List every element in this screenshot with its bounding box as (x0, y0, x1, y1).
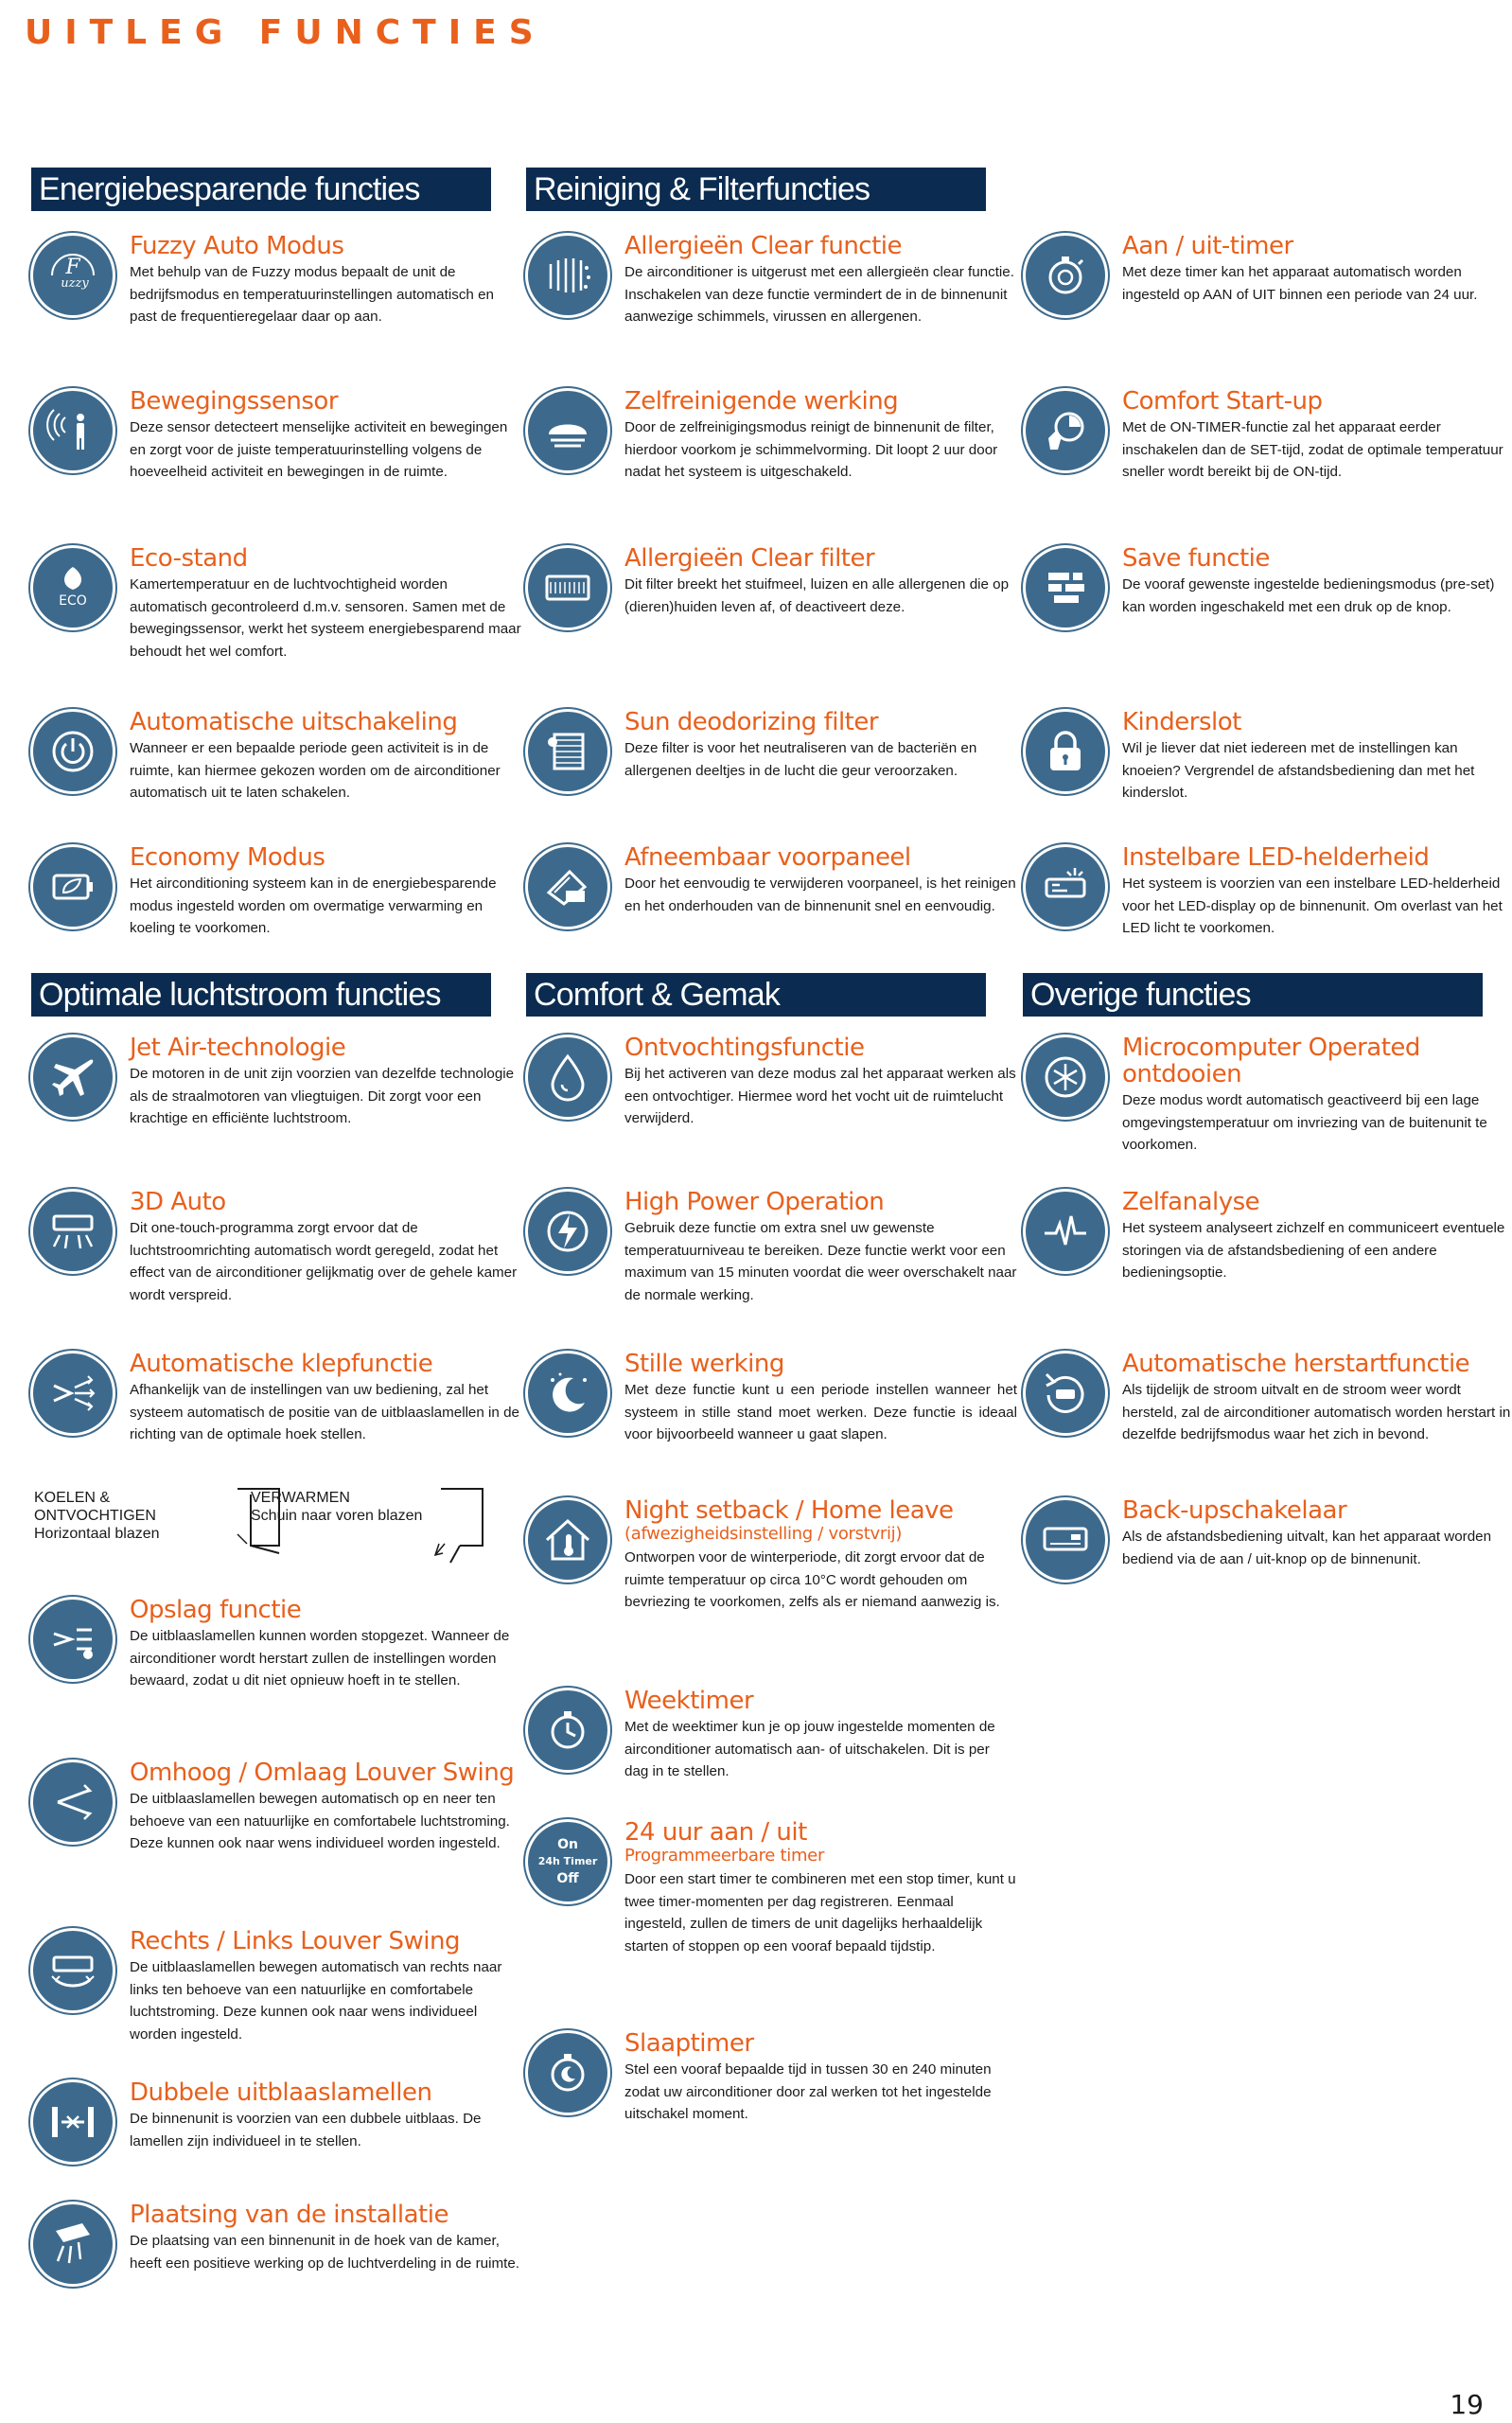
feature-description: De uitblaaslamellen kunnen worden stopgezet. Wanneer de airconditioner wordt herstart zullen de instellingen worden bewaard, zodat u dit niet opnieuw hoeft in te stellen. (130, 1628, 510, 1689)
feature-description: Ontworpen voor de winterperiode, dit zorgt ervoor dat de ruimte temperatuur op circa 10°C wordt gehouden om bevriezing te voorkomen, zelfs als er niemand aanwezig is. (624, 1549, 1000, 1610)
high-power-icon (528, 1192, 607, 1271)
louver-diagram (34, 1481, 488, 1566)
feature-title: Kinderslot (1122, 708, 1241, 736)
double-louver-icon (33, 2082, 113, 2162)
feature-title: Automatische klepfunctie (130, 1350, 433, 1378)
feature-title: Night setback / Home leave (624, 1496, 954, 1525)
feature-title: 24 uur aan / uit (624, 1818, 807, 1847)
led-brightness-icon (1026, 847, 1105, 927)
section-header-comfort: Comfort & Gemak (526, 973, 986, 1017)
cool-dehumidify-label: KOELEN & ONTVOCHTIGEN Horizontaal blazen (34, 1490, 160, 1542)
feature-title: Zelfreinigende werking (624, 387, 899, 416)
feature-description: Bij het activeren van deze modus zal het apparaat werken als een ontvochtiger. Hiermee word het vocht uit de ruimtelucht verwijderd. (624, 1066, 1016, 1126)
feature-title: Save functie (1122, 544, 1270, 573)
feature-title: Zelfanalyse (1122, 1188, 1260, 1216)
feature-description: Door de zelfreinigingsmodus reinigt de binnenunit de filter, hierdoor voorkom je schimmelvorming. Dit loopt 2 uur door nadat het systeem is uitgeschakeld. (624, 419, 998, 480)
snowflake-icon (1026, 1037, 1105, 1117)
feature-title: Bewegingssensor (130, 387, 339, 416)
sleep-timer-icon (528, 2033, 607, 2113)
feature-title: Plaatsing van de installatie (130, 2201, 448, 2229)
feature-description: Dit one-touch-programma zorgt ervoor dat de luchtstroomrichting automatisch wordt geregeld, zodat het effect van de airconditioner gelijkmatig over de gehele kamer wordt verspreid. (130, 1220, 518, 1303)
droplet-icon (528, 1037, 607, 1117)
feature-title: Slaaptimer (624, 2029, 754, 2058)
updown-swing-icon (33, 1762, 113, 1842)
feature-title: Ontvochtingsfunctie (624, 1034, 865, 1062)
3d-auto-icon (33, 1192, 113, 1271)
feature-description: De airconditioner is uitgerust met een allergieën clear functie. Inschakelen van deze functie vermindert de in de binnenunit aanwezige schimmels, virussen en allergenen. (624, 264, 1014, 325)
flap-icon (33, 1353, 113, 1433)
feature-title: Allergieën Clear functie (624, 232, 903, 260)
feature-title: Stille werking (624, 1350, 784, 1378)
feature-title: Omhoog / Omlaag Louver Swing (130, 1759, 515, 1787)
24h-timer-label: 24h Timer (537, 1855, 598, 1867)
feature-title: Fuzzy Auto Modus (130, 232, 344, 260)
feature-description: De uitblaaslamellen bewegen automatisch op en neer ten behoeve van een natuurlijke en comfortabele luchtstroming. Deze kunnen ook naar wens individueel worden ingesteld. (130, 1791, 510, 1851)
page-title: UITLEG FUNCTIES (25, 13, 546, 52)
section-header-airflow: Optimale luchtstroom functies (31, 973, 491, 1017)
heat-label: VERWARMEN Schuin naar voren blazen (251, 1490, 423, 1524)
feature-description: Wil je liever dat niet iedereen met de instellingen kan knoeien? Vergrendel de afstandsbediening dan met het kinderslot. (1122, 740, 1475, 801)
feature-description: Deze filter is voor het neutraliseren van de bacteriën en allergenen deeltjes in de lucht die geur veroorzaken. (624, 740, 977, 779)
feature-title: Sun deodorizing filter (624, 708, 879, 736)
feature-title: 3D Auto (130, 1188, 226, 1216)
fuzzy-icon (33, 236, 113, 315)
feature-description: Stel een vooraf bepaalde tijd in tussen 30 en 240 minuten zodat uw airconditioner door zal werken tot het ingestelde uitschakel moment. (624, 2061, 992, 2122)
house-thermometer-icon (528, 1500, 607, 1580)
24h-on-label: On (557, 1837, 578, 1852)
feature-title: Opslag functie (130, 1596, 302, 1624)
svg-text:ECO: ECO (59, 593, 87, 609)
feature-description: Deze modus wordt automatisch geactiveerd bij een lage omgevingstemperatuur om invriezing van de buitenunit te voorkomen. (1122, 1092, 1487, 1153)
backup-switch-icon (1026, 1500, 1105, 1580)
feature-description: Met de ON-TIMER-functie zal het apparaat eerder inschakelen dan de SET-tijd, zodat de optimale temperatuur sneller wordt bereikt bij de ON-tijd. (1122, 419, 1503, 480)
pulse-icon (1026, 1192, 1105, 1271)
24h-off-label: Off (556, 1871, 579, 1886)
feature-title: Back-upschakelaar (1122, 1496, 1347, 1525)
24h-timer-icon (528, 1822, 607, 1901)
svg-text:uzzy: uzzy (61, 276, 89, 291)
feature-description: Deze sensor detecteert menselijke activiteit en bewegingen en zorgt voor de juiste temperatuurinstelling volgens de hoeveelheid activiteit en bewegingen in de ruimte. (130, 419, 508, 480)
feature-description: De vooraf gewenste ingestelde bedieningsmodus (pre-set) kan worden ingeschakeld met een druk op de knop. (1122, 576, 1495, 615)
feature-description: De plaatsing van een binnenunit in de hoek van de kamer, heeft een positieve werking op de luchtverdeling in de ruimte. (130, 2233, 519, 2272)
feature-description: Het airconditioning systeem kan in de energiebesparende modus ingesteld worden om overmatige verwarming en koeling te voorkomen. (130, 875, 497, 936)
feature-title: High Power Operation (624, 1188, 885, 1216)
section-header-energy: Energiebesparende functies (31, 168, 491, 211)
storage-icon (33, 1600, 113, 1679)
save-icon (1026, 548, 1105, 628)
feature-title: Economy Modus (130, 843, 325, 872)
allergy-clear-icon (528, 236, 607, 315)
leftright-swing-icon (33, 1931, 113, 2010)
feature-description: Met deze functie kunt u een periode instellen wanneer het systeem in stille stand moet werken. Deze functie is ideaal voor bijvoorbeeld wanneer u gaat slapen. (624, 1382, 1017, 1442)
feature-title: Eco-stand (130, 544, 248, 573)
restart-icon (1026, 1353, 1105, 1433)
motion-sensor-icon (33, 391, 113, 470)
section-header-cleaning: Reiniging & Filterfuncties (526, 168, 986, 211)
feature-description: Dit filter breekt het stuifmeel, luizen en alle allergenen die op (dieren)huiden leven af, of deactiveert deze. (624, 576, 1010, 615)
week-timer-icon (528, 1690, 607, 1770)
feature-description: De uitblaaslamellen bewegen automatisch van rechts naar links ten behoeve van een natuurlijke en comfortabele luchtstroming. Deze kunnen ook naar wens individueel worden ingesteld. (130, 1959, 502, 2043)
installation-icon (33, 2204, 113, 2284)
feature-description: Wanneer er een bepaalde periode geen activiteit is in de ruimte, kan hiermee gekozen worden om de airconditioner automatisch uit te laten schakelen. (130, 740, 501, 801)
moon-stars-icon (528, 1353, 607, 1433)
feature-title: Dubbele uitblaaslamellen (130, 2078, 432, 2107)
airplane-icon (33, 1037, 113, 1117)
feature-description: Met de weektimer kun je op jouw ingestelde momenten de airconditioner automatisch aan- of uitschakelen. Dit is per dag in te stellen. (624, 1719, 995, 1779)
feature-title: Allergieën Clear filter (624, 544, 875, 573)
sun-filter-icon (528, 712, 607, 791)
feature-title: Jet Air-technologie (130, 1034, 346, 1062)
comfort-start-icon (1026, 391, 1105, 470)
feature-description: Door een start timer te combineren met een stop timer, kunt u twee timer-momenten per dag registreren. Eenmaal ingesteld, zullen de timers de unit dagelijks herhaaldelijk starten of stoppen op een vooraf bepaald tijdstip. (624, 1871, 1016, 1954)
feature-description: De binnenunit is voorzien van een dubbele uitblaas. De lamellen zijn individueel in te stellen. (130, 2111, 482, 2149)
feature-description: Het systeem is voorzien van een instelbare LED-helderheid voor het LED-display op de binnenunit. Om overlast van het LED licht te voorkomen. (1122, 875, 1503, 936)
feature-description: Met deze timer kan het apparaat automatisch worden ingesteld op AAN of UIT binnen een periode van 24 uur. (1122, 264, 1478, 303)
feature-description: Als tijdelijk de stroom uitvalt en de stroom weer wordt hersteld, zal de airconditioner automatisch worden herstart in dezelfde bedrijfsmodus waar het zich in bevond. (1122, 1382, 1511, 1442)
louver-heat-diagram (431, 1487, 488, 1566)
feature-description: Gebruik deze functie om extra snel uw gewenste temperatuurniveau te bereiken. Deze functie werkt voor een maximum van 15 minuten voordat die weer overschakelt naar de normale werking. (624, 1220, 1017, 1303)
feature-description: Door het eenvoudig te verwijderen voorpaneel, is het reinigen en het onderhouden van de binnenunit snel en eenvoudig. (624, 875, 1016, 914)
feature-title: Automatische herstartfunctie (1122, 1350, 1470, 1378)
eco-icon (33, 548, 113, 628)
feature-title: Microcomputer Operated ontdooien (1122, 1034, 1420, 1088)
feature-description: Als de afstandsbediening uitvalt, kan het apparaat worden bediend via de aan / uit-knop op de binnenunit. (1122, 1529, 1492, 1567)
power-icon (33, 712, 113, 791)
feature-subtitle: Programmeerbare timer (624, 1846, 825, 1866)
removable-panel-icon (528, 847, 607, 927)
feature-description: De motoren in de unit zijn voorzien van dezelfde technologie als de straalmotoren van vliegtuigen. Dit zorgt voor een krachtige en efficiënte luchtstroom. (130, 1066, 515, 1126)
feature-description: Het systeem analyseert zichzelf en communiceert eventuele storingen via de afstandsbediening of een andere bedieningsoptie. (1122, 1220, 1505, 1281)
feature-subtitle: (afwezigheidsinstelling / vorstvrij) (624, 1524, 903, 1544)
feature-description: Met behulp van de Fuzzy modus bepaalt de unit de bedrijfsmodus en temperatuurinstellingen automatisch en past de frequentieregelaar daar op aan. (130, 264, 494, 325)
self-clean-icon (528, 391, 607, 470)
svg-text:F: F (65, 256, 80, 279)
feature-title: Rechts / Links Louver Swing (130, 1927, 460, 1955)
battery-leaf-icon (33, 847, 113, 927)
feature-description: Afhankelijk van de instellingen van uw bediening, zal het systeem automatisch de positie van de uitblaaslamellen in de richting van de optimale hoek stellen. (130, 1382, 519, 1442)
filter-icon (528, 548, 607, 628)
feature-description: Kamertemperatuur en de luchtvochtigheid worden automatisch gecontroleerd d.m.v. sensoren. Samen met de bewegingssensor, werkt het systeem energiebesparend maar behoudt het wel comfort. (130, 576, 521, 660)
feature-title: Weektimer (624, 1687, 754, 1715)
timer-icon (1026, 236, 1105, 315)
section-header-other: Overige functies (1023, 973, 1483, 1017)
feature-title: Comfort Start-up (1122, 387, 1323, 416)
page-number: 19 (1450, 2389, 1484, 2420)
feature-title: Afneembaar voorpaneel (624, 843, 911, 872)
feature-title: Aan / uit-timer (1122, 232, 1293, 260)
feature-title: Automatische uitschakeling (130, 708, 458, 736)
feature-title: Instelbare LED-helderheid (1122, 843, 1430, 872)
lock-icon (1026, 712, 1105, 791)
